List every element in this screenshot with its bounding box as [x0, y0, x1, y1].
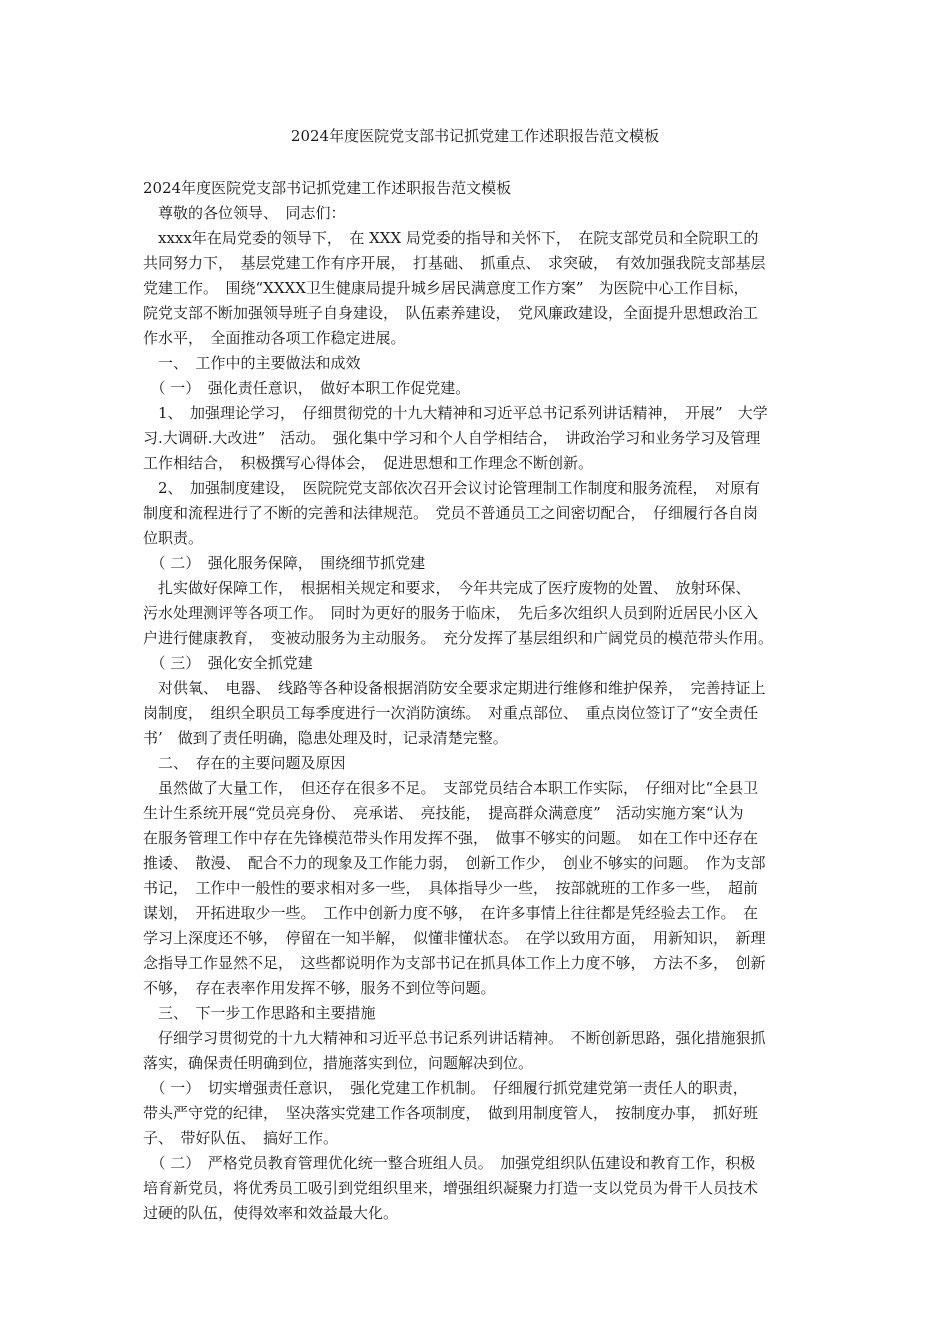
paragraph-line: 三、 下一步工作思路和主要措施: [143, 1004, 376, 1022]
document-body: [143, 176, 809, 1226]
paragraph-line: 污水处理测评等各项工作。 同时为更好的服务于临床， 先后多次组织人员到附近居民小区入: [143, 604, 759, 622]
paragraph-line: 书’ 做到了责任明确，隐患处理及时，记录清楚完整。: [143, 729, 508, 747]
paragraph-line: 落实，确保责任明确到位，措施落实到位，问题解决到位。: [143, 1054, 534, 1072]
paragraph-line: 二、 存在的主要问题及原因: [143, 754, 346, 772]
paragraph-line: 书记， 工作中一般性的要求相对多一些， 具体指导少一些， 按部就班的工作多一些， 超前: [143, 879, 759, 897]
paragraph-line: 扎实做好保障工作， 根据相关规定和要求， 今年共完成了医疗废物的处置、 放射环保、: [143, 579, 751, 597]
paragraph-line: （ 一） 强化责任意识， 做好本职工作促党建。: [143, 379, 471, 397]
paragraph-line: 2024年度医院党支部书记抓党建工作述职报告范文模板: [143, 179, 512, 197]
paragraph-line: 户进行健康教育， 变被动服务为主动服务。 充分发挥了基层组织和广阔党员的模范带头作用。: [143, 629, 774, 647]
paragraph-line: 子、 带好队伍、 搞好工作。: [143, 1129, 339, 1147]
paragraph-line: 工作相结合， 积极撰写心得体会， 促进思想和工作理念不断创新。: [143, 454, 594, 472]
paragraph-line: 带头严守党的纪律， 坚决落实党建工作各项制度， 做到用制度管人， 按制度办事， 抓好班: [143, 1104, 759, 1122]
paragraph-line: 在服务管理工作中存在先锋模范带头作用发挥不强， 做事不够实的问题。 如在工作中还存在: [143, 829, 759, 847]
paragraph-line: 习.大调研.大改进” 活动。 强化集中学习和个人自学相结合， 讲政治学习和业务学习及管理: [143, 429, 761, 447]
document-title: 2024年度医院党支部书记抓党建工作述职报告范文模板: [290, 127, 660, 145]
paragraph-line: 位职责。: [143, 529, 204, 547]
paragraph-line: 仔细学习贯彻党的十九大精神和习近平总书记系列讲话精神。 不断创新思路，强化措施狠抓: [143, 1029, 766, 1047]
paragraph-line: 作水平， 全面推动各项工作稳定进展。: [143, 329, 406, 347]
paragraph-line: xxxx年在局党委的领导下， 在 XXX 局党委的指导和关怀下， 在院支部党员和全院职工的: [143, 229, 759, 247]
paragraph-line: 共同努力下， 基层党建工作有序开展， 打基础、 抓重点、 求突破， 有效加强我院支部基层: [143, 254, 766, 272]
paragraph-line: 院党支部不断加强领导班子自身建设， 队伍素养建设， 党风廉政建设，全面提升思想政治工: [143, 304, 759, 322]
paragraph-line: （ 二） 强化服务保障， 围绕细节抓党建: [143, 554, 426, 572]
paragraph-line: 尊敬的各位领导、 同志们：: [143, 204, 346, 222]
paragraph-line: 虽然做了大量工作， 但还存在很多不足。 支部党员结合本职工作实际， 仔细对比“全县卫: [143, 779, 759, 797]
paragraph-line: 生计生系统开展“党员亮身份、 亮承诺、 亮技能， 提高群众满意度” 活动实施方案“认为: [143, 804, 744, 822]
paragraph-line: 学习上深度还不够， 停留在一知半解， 似懂非懂状态。 在学以致用方面， 用新知识， 新理: [143, 929, 766, 947]
paragraph-line: （ 一） 切实增强责任意识， 强化党建工作机制。 仔细履行抓党建党第一责任人的职责，: [143, 1079, 748, 1097]
paragraph-line: （ 二） 严格党员教育管理优化统一整合班组人员。 加强党组织队伍建设和教育工作，积极: [143, 1154, 756, 1172]
paragraph-line: 念指导工作显然不足， 这些都说明作为支部书记在抓具体工作上力度不够， 方法不多， 创新: [143, 954, 766, 972]
paragraph-line: 制度和流程进行了不断的完善和法律规范。 党员不普通员工之间密切配合， 仔细履行各自岗: [143, 504, 759, 522]
paragraph-line: 不够， 存在表率作用发挥不够，服务不到位等问题。: [143, 979, 496, 997]
paragraph-line: 对供氧、 电器、 线路等各种设备根据消防安全要求定期进行维修和维护保养， 完善持证上: [143, 679, 766, 697]
paragraph-line: 1、 加强理论学习， 仔细贯彻党的十九大精神和习近平总书记系列讲话精神， 开展” 大学: [143, 404, 768, 422]
paragraph-line: 推诿、 散漫、 配合不力的现象及工作能力弱， 创新工作少， 创业不够实的问题。 作为支部: [143, 854, 766, 872]
paragraph-line: 2、 加强制度建设， 医院院党支部依次召开会议讨论管理制工作制度和服务流程， 对原有: [143, 479, 761, 497]
paragraph-line: （ 三） 强化安全抓党建: [143, 654, 313, 672]
paragraph-line: 岗制度， 组织全职员工每季度进行一次消防演练。 对重点部位、 重点岗位签订了“安全责任: [143, 704, 759, 722]
paragraph-line: 一、 工作中的主要做法和成效: [143, 354, 361, 372]
paragraph-line: 培育新党员，将优秀员工吸引到党组织里来，增强组织凝聚力打造一支以党员为骨干人员技术: [143, 1179, 759, 1197]
paragraph-line: 过硬的队伍，使得效率和效益最大化。: [143, 1204, 399, 1222]
paragraph-line: 党建工作。 围绕“XXXX卫生健康局提升城乡居民满意度工作方案” 为医院中心工作目标，: [143, 279, 749, 297]
paragraph-line: 谋划， 开拓进取少一些。 工作中创新力度不够， 在许多事情上往往都是凭经验去工作。 在: [143, 904, 759, 922]
